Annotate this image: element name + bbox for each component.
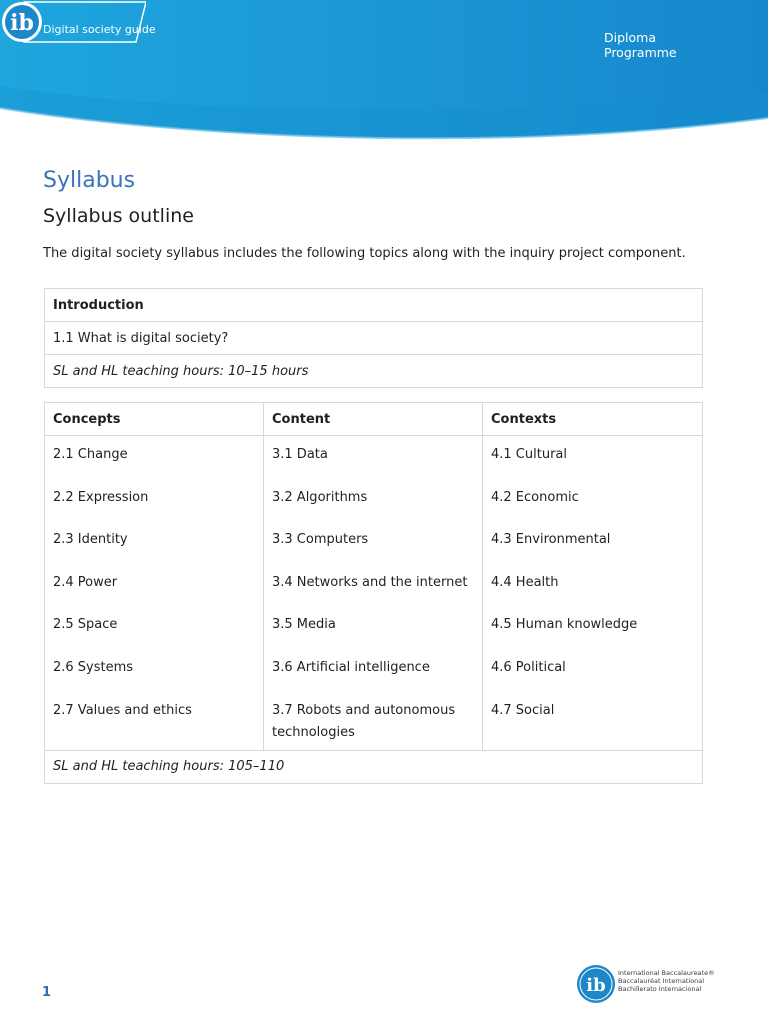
ib-logo-icon — [576, 964, 616, 1004]
intro-table-cell: 1.1 What is digital society? — [45, 322, 703, 355]
page-number: 1 — [42, 985, 52, 1000]
content-column — [264, 436, 483, 751]
svg-text:ib: ib — [586, 975, 606, 996]
list-item: 3.3 Computers — [272, 532, 369, 548]
list-item: 3.4 Networks and the internet — [272, 574, 468, 590]
list-item: 3.7 Robots and autonomous technologies — [272, 702, 456, 740]
diploma-programme-logo — [0, 0, 146, 44]
introduction-table — [44, 288, 703, 388]
table-row — [45, 436, 703, 751]
list-item: 3.5 Media — [272, 617, 336, 633]
column-header-concepts: Concepts — [45, 403, 264, 436]
list-item: 4.4 Health — [491, 574, 559, 590]
column-header-contexts: Contexts — [483, 403, 703, 436]
list-item: 4.2 Economic — [491, 489, 579, 505]
guide-title: Digital society guide — [43, 23, 156, 36]
page-heading: Syllabus — [43, 168, 136, 193]
table-header-row — [45, 403, 703, 436]
list-item: 4.6 Political — [491, 659, 566, 675]
table-row — [45, 750, 703, 783]
list-item: 3.2 Algorithms — [272, 489, 368, 505]
page-header — [0, 0, 768, 140]
column-header-content: Content — [264, 403, 483, 436]
intro-paragraph: The digital society syllabus includes the following topics along with the inquiry project component. — [43, 246, 686, 261]
svg-text:ib: ib — [10, 10, 34, 36]
list-item: 2.3 Identity — [53, 532, 128, 548]
list-item: 2.7 Values and ethics — [53, 702, 192, 718]
list-item: 3.1 Data — [272, 447, 328, 462]
intro-table-header: Introduction — [45, 289, 703, 322]
list-item: 2.2 Expression — [53, 489, 149, 505]
list-item: 2.6 Systems — [53, 659, 134, 675]
diploma-programme-label — [604, 30, 677, 60]
ib-line-1: International Baccalaureate® — [618, 969, 715, 977]
page-subheading: Syllabus outline — [43, 205, 194, 227]
main-teaching-hours: SL and HL teaching hours: 105–110 — [45, 750, 703, 783]
list-item: 2.1 Change — [53, 447, 128, 462]
syllabus-topics-table — [44, 402, 703, 784]
ib-wordmark — [618, 969, 715, 993]
table-row — [45, 355, 703, 388]
list-item: 4.7 Social — [491, 702, 555, 718]
list-item: 4.3 Environmental — [491, 532, 611, 548]
list-item: 2.5 Space — [53, 617, 118, 633]
list-item: 3.6 Artificial intelligence — [272, 659, 430, 675]
ib-line-2: Baccalauréat International — [618, 977, 705, 985]
table-row — [45, 289, 703, 322]
list-item: 2.4 Power — [53, 574, 118, 590]
logo-line-1: Diploma — [604, 30, 656, 45]
list-item: 4.1 Cultural — [491, 447, 567, 462]
concepts-column — [45, 436, 264, 751]
contexts-column — [483, 436, 703, 751]
intro-teaching-hours: SL and HL teaching hours: 10–15 hours — [45, 355, 703, 388]
logo-line-2: Programme — [604, 45, 677, 60]
list-item: 4.5 Human knowledge — [491, 617, 638, 633]
ib-line-3: Bachillerato Internacional — [618, 985, 702, 993]
table-row — [45, 322, 703, 355]
